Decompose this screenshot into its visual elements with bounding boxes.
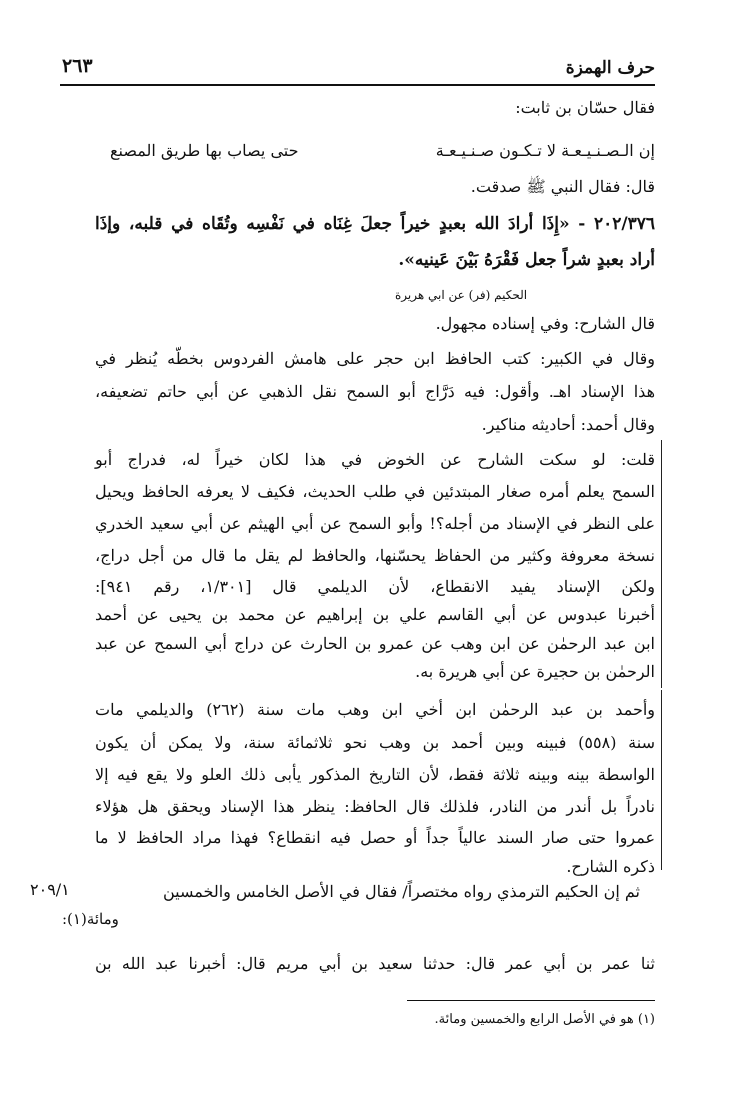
text-line: ذكره الشارح. [566, 857, 655, 876]
text-line: نسخة معروفة وكثير من الحفاظ يحسّنها، والحافظ لم يقل ما قال من أجل دراج، [95, 546, 655, 565]
margin-reference: ٢٠٩/١ [30, 880, 70, 899]
text-line: أخبرنا عبدوس عن أبي القاسم علي بن إبراهيم عن محمد بن يحيى عن أحمد [95, 605, 655, 624]
text-line: الواسطة بينه وبينه ثلاثة فقط، لأن التاريخ المذكور يأبى ذلك العلو ولا يقع فيه إلا [95, 765, 655, 784]
text-line: نادراً بل أندر من النادر، فلذلك قال الحافظ: ينظر هذا الإسناد ويحقق هل هؤلاء [95, 797, 655, 816]
paragraph-side-bar [661, 440, 662, 600]
text-line: ثم إن الحكيم الترمذي رواه مختصراً/ فقال في الأصل الخامس والخمسين [162, 882, 640, 901]
header-divider [60, 84, 655, 86]
text-line: قال: فقال النبي ﷺ صدقت. [470, 177, 655, 196]
verse-second-hemistich: حتى يصاب بها طريق المصنع [110, 141, 299, 160]
text-line: وقال أحمد: أحاديثه مناكير. [481, 415, 655, 434]
text-line: وأحمد بن عبد الرحمٰن ابن أخي ابن وهب مات سنة (٢٦٢) والديلمي مات [95, 700, 656, 719]
text-line: السمح يعلم أمره صغار المبتدئين في طلب الحديث، فكيف لا يعرفه الحافظ ويحيل [95, 482, 655, 501]
text-line: عمروا حتى صار السند عالياً جداً أو حصل فيه انقطاع؟ فهذا مراد الحافظ لا ما [95, 828, 655, 847]
text-line: وقال في الكبير: كتب الحافظ ابن حجر على هامش الفردوس بخطّه يُنظر في [95, 349, 655, 368]
hadith-source: الحكيم (فر) عن ابي هريرة [395, 288, 528, 302]
paragraph-side-bar [661, 600, 662, 688]
text-line: فقال حسّان بن ثابت: [515, 98, 655, 117]
hadith-text: أراد بعبدٍ شراً جعل فَقْرَهُ بَيْنَ عَينيه». [398, 250, 655, 270]
paragraph-side-bar [661, 690, 662, 870]
footnote-divider [407, 1000, 655, 1001]
text-line: هذا الإسناد اهـ. وأقول: فيه دَرَّاج أبو السمح نقل الذهبي عن أبي حاتم تضعيفه، [95, 382, 656, 401]
text-line: قال الشارح: وفي إسناده مجهول. [435, 314, 655, 333]
verse-first-hemistich: إن الـصـنـيـعـة لا تـكـون صـنـيـعـة [435, 141, 655, 160]
hadith-text: ٢٠٢/٣٧٦ - «إِذَا أرادَ الله بعبدٍ خيراً جعلَ غِنَاه في نَفْسِه وتُقَاه في قلبه، وإذَا [95, 214, 655, 234]
page-number: ٢٦٣ [62, 55, 93, 77]
text-line: الرحمٰن بن حجيرة عن أبي هريرة به. [415, 662, 655, 681]
text-line: سنة (٥٥٨) فبينه وبين أحمد بن وهب نحو ثلاثمائة سنة، ولا يمكن أن يكون [95, 733, 655, 752]
text-line: ولكن الإسناد يفيد الانقطاع، لأن الديلمي قال [١/٣٠١، رقم ٩٤١]: [95, 577, 655, 596]
running-header-title: حرف الهمزة [565, 58, 655, 78]
footnote: (١) هو في الأصل الرابع والخمسين ومائة. [434, 1012, 655, 1027]
text-line: ثنا عمر بن أبي عمر قال: حدثنا سعيد بن أبي مريم قال: أخبرنا عبد الله بن [95, 954, 655, 973]
text-line: ومائة(١): [62, 910, 119, 928]
text-line: على النظر في الإسناد من أجله؟! وأبو السمح عن أبي الهيثم عن أبي سعيد الخدري [95, 514, 655, 533]
text-line: ابن عبد الرحمٰن عن ابن وهب عن عمرو بن الحارث عن دراج أبي السمح عن عبد [95, 634, 655, 653]
text-line: قلت: لو سكت الشارح عن الخوض في هذا لكان خيراً له، فدراج أبو [95, 450, 655, 469]
